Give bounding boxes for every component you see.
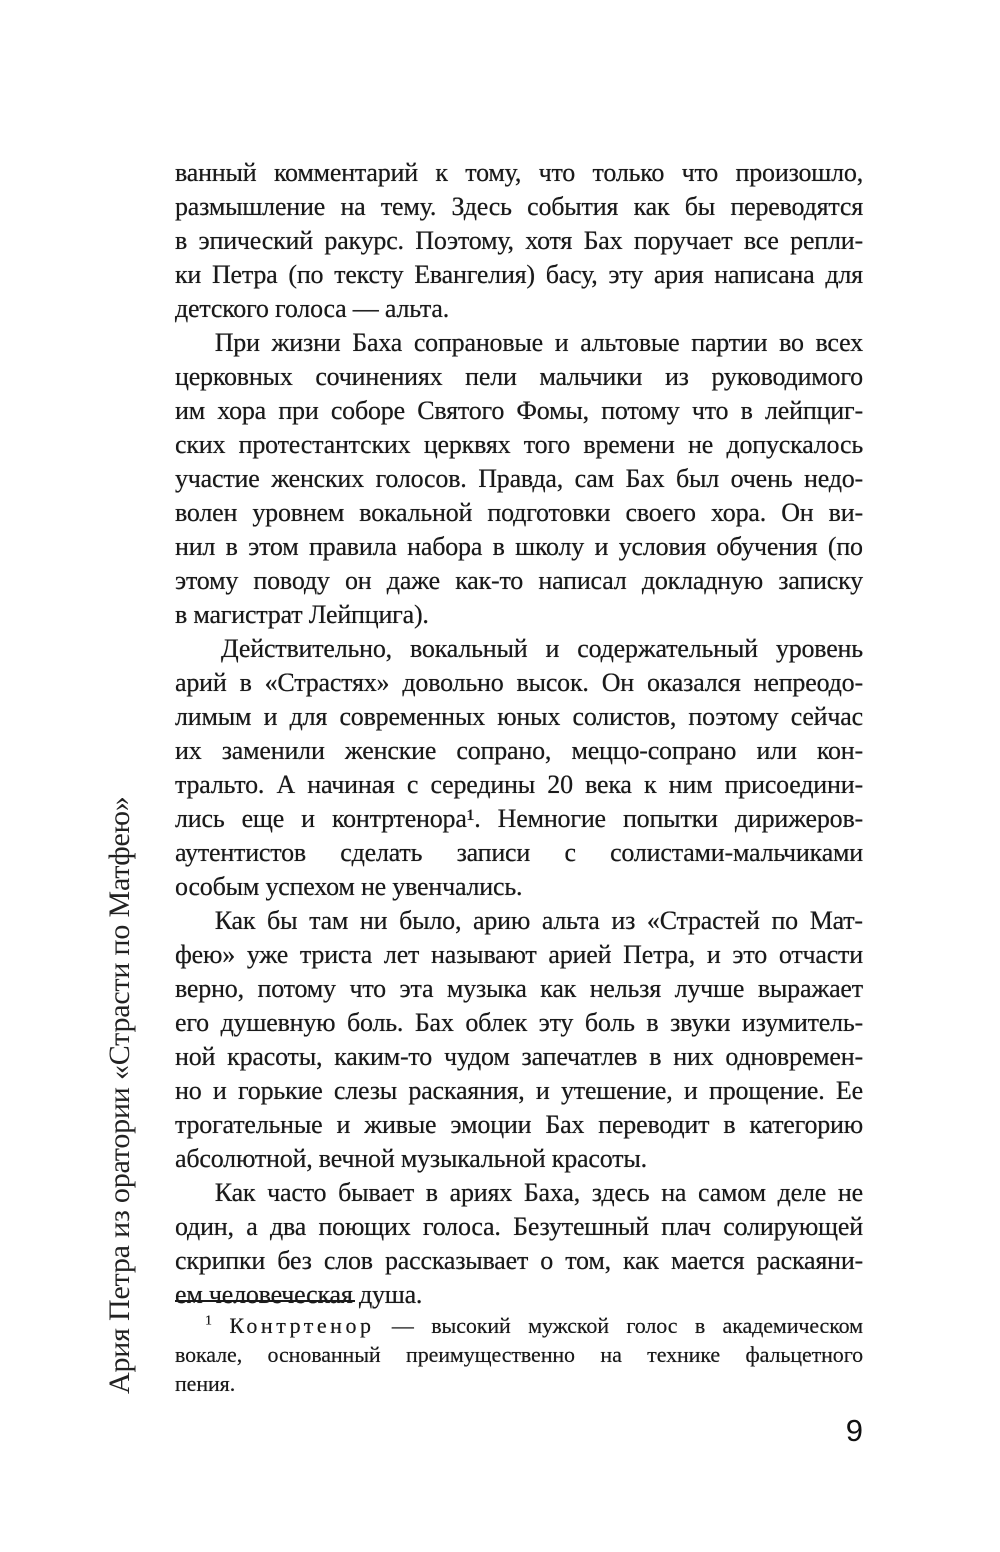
body-text-line: ки Петра (по тексту Евангелия) басу, эту ария написана для [175,260,863,289]
footnote-marker: 1 [205,1313,212,1329]
body-text-line: лимым и для современных юных солистов, поэтому сейчас [175,702,863,731]
footnote-term: Контртенор [229,1313,375,1338]
body-text-line: один, а два поющих голоса. Безутешный плач солирующей [175,1212,863,1241]
body-text-line: волен уровнем вокальной подготовки своего хора. Он ви- [175,498,863,527]
body-text-line: При жизни Баха сопрановые и альтовые партии во всех [175,326,863,360]
body-text-line: участие женских голосов. Правда, сам Бах был очень недо- [175,464,863,493]
footnote-line [175,1311,863,1340]
body-text-line: лись еще и контртенора¹. Немногие попытки дирижеров- [175,804,863,833]
footnote [175,1300,863,1398]
footnote-separator [175,1300,355,1302]
footnote-line: вокале, основанный преимущественно на технике фальцетного [175,1342,863,1367]
body-text-line: аутентистов сделать записи с солистами-мальчиками [175,838,863,867]
body-text-line: ем человеческая душа. [175,1280,423,1309]
body-text-line: церковных сочинениях пели мальчики из руководимого [175,362,863,391]
body-text-line: в эпический ракурс. Поэтому, хотя Бах поручает все репли- [175,226,863,255]
body-text-line: их заменили женские сопрано, меццо-сопрано или кон- [175,736,863,765]
body-text-line: фею» уже триста лет называют арией Петра, и это отчасти [175,940,863,969]
main-text-block [175,156,863,1312]
paragraph-indent [175,326,203,360]
body-text-line: верно, потому что эта музыка как нельзя лучше выражает [175,974,863,1003]
body-text-line: его душевную боль. Бах облек эту боль в звуки изумитель- [175,1008,863,1037]
body-text-line: этому поводу он даже как-то написал докладную записку [175,566,863,595]
page-number: 9 [845,1413,863,1448]
body-text-line: размышление на тему. Здесь события как бы переводятся [175,192,863,221]
body-text-line: ванный комментарий к тому, что только что произошло, [175,158,863,187]
body-text-line: трогательные и живые эмоции Бах переводит в категорию [175,1110,863,1139]
body-text-line: им хора при соборе Святого Фомы, потому что в лейпциг- [175,396,863,425]
body-text-line: арий в «Страстях» довольно высок. Он оказался непреодо- [175,668,863,697]
footnote-line: пения. [175,1371,236,1396]
body-text-line: ских протестантских церквях того времени не допускалось [175,430,863,459]
body-text-line: скрипки без слов рассказывает о том, как мается раскаяни- [175,1246,863,1275]
body-text-line: нил в этом правила набора в школу и условия обучения (по [175,532,863,561]
body-text-line: в магистрат Лейпцига). [175,600,429,629]
paragraph-indent [175,904,203,938]
body-text-line: тральто. А начиная с середины 20 века к ним присоедини- [175,770,863,799]
body-text-line: особым успехом не увенчались. [175,872,523,901]
body-text-line: ной красоты, каким-то чудом запечатлев в них одновремен- [175,1042,863,1071]
body-text-line: Как часто бывает в ариях Баха, здесь на самом деле не [175,1176,863,1210]
paragraph-indent [175,632,203,666]
footnote-text: — высокий мужской голос в академическом [391,1313,863,1338]
body-text-line: но и горькие слезы раскаяния, и утешение, и прощение. Ее [175,1076,863,1105]
body-text-line: Действительно, вокальный и содержательный уровень [175,632,863,666]
body-text-line: детского голоса — альта. [175,294,450,323]
body-text-line: абсолютной, вечной музыкальной красоты. [175,1144,647,1173]
body-text-line: Как бы там ни было, арию альта из «Страстей по Мат- [175,904,863,938]
chapter-sidebar-title: Ария Петра из оратории «Страсти по Матфею» [103,796,136,1394]
paragraph-indent [175,1176,203,1210]
